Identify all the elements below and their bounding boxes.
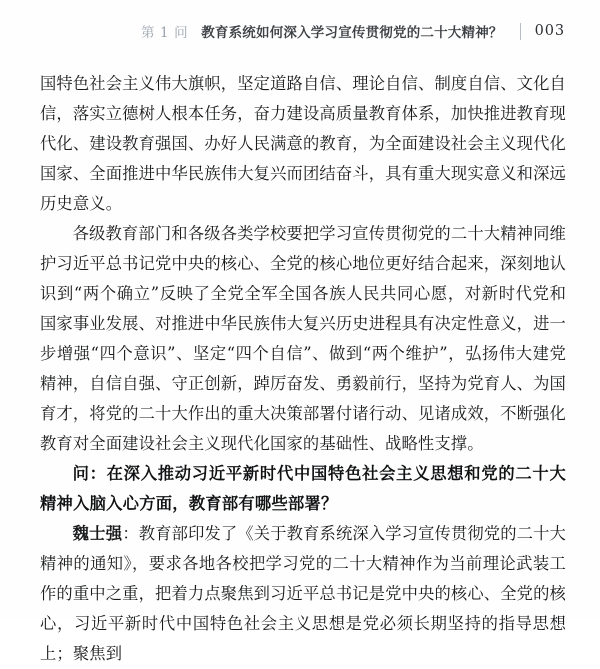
running-head-chapter-title: 教育系统如何深入学习宣传贯彻党的二十大精神？ [201, 25, 503, 41]
body-text-column [40, 69, 566, 669]
paragraph-continued: 国特色社会主义伟大旗帜，坚定道路自信、理论自信、制度自信、文化自信，落实立德树人根本任务，奋力建设高质量教育体系，加快推进教育现代化、建设教育强国、办好人民满意的教育，为全面建设社会主义现代化国家、全面推进中华民族伟大复兴而团结奋斗，具有重大现实意义和深远历史意义。 [40, 74, 566, 213]
page-number: 003 [534, 23, 565, 39]
paragraph-answer [40, 519, 566, 669]
running-head-question-number: 第 1 问 [141, 25, 189, 41]
running-head-separator-rule [520, 23, 521, 40]
running-head [40, 19, 565, 43]
paragraph-body: 各级教育部门和各级各类学校要把学习宣传贯彻党的二十大精神同维护习近平总书记党中央的核心、全党的核心地位更好结合起来，深刻地认识到“两个确立”反映了全党全军全国各族人民共同心愿，对新时代党和国家事业发展、对推进中华民族伟大复兴历史进程具有决定性意义，进一步增强“四个意识”、坚定“四个自信”、做到“两个维护”，弘扬伟大建党精神，自信自强、守正创新，踔厉奋发、勇毅前行，坚持为党育人、为国育才，将党的二十大作出的重大决策部署付诸行动、见诸成效，不断强化教育对全面建设社会主义现代化国家的基础性、战略性支撑。 [40, 224, 566, 453]
paragraph-question: 问：在深入推动习近平新时代中国特色社会主义思想和党的二十大精神入脑入心方面，教育部有哪些部署？ [40, 464, 566, 513]
answer-speaker-name: 魏士强 [72, 524, 123, 543]
answer-body-text: ：教育部印发了《关于教育系统深入学习宣传贯彻党的二十大精神的通知》，要求各地各校把学习党的二十大精神作为当前理论武装工作的重中之重，把着力点聚焦到习近平总书记是党中央的核心、全党的核心，习近平新时代中国特色社会主义思想是党必须长期坚持的指导思想上；聚焦到 [40, 524, 566, 663]
